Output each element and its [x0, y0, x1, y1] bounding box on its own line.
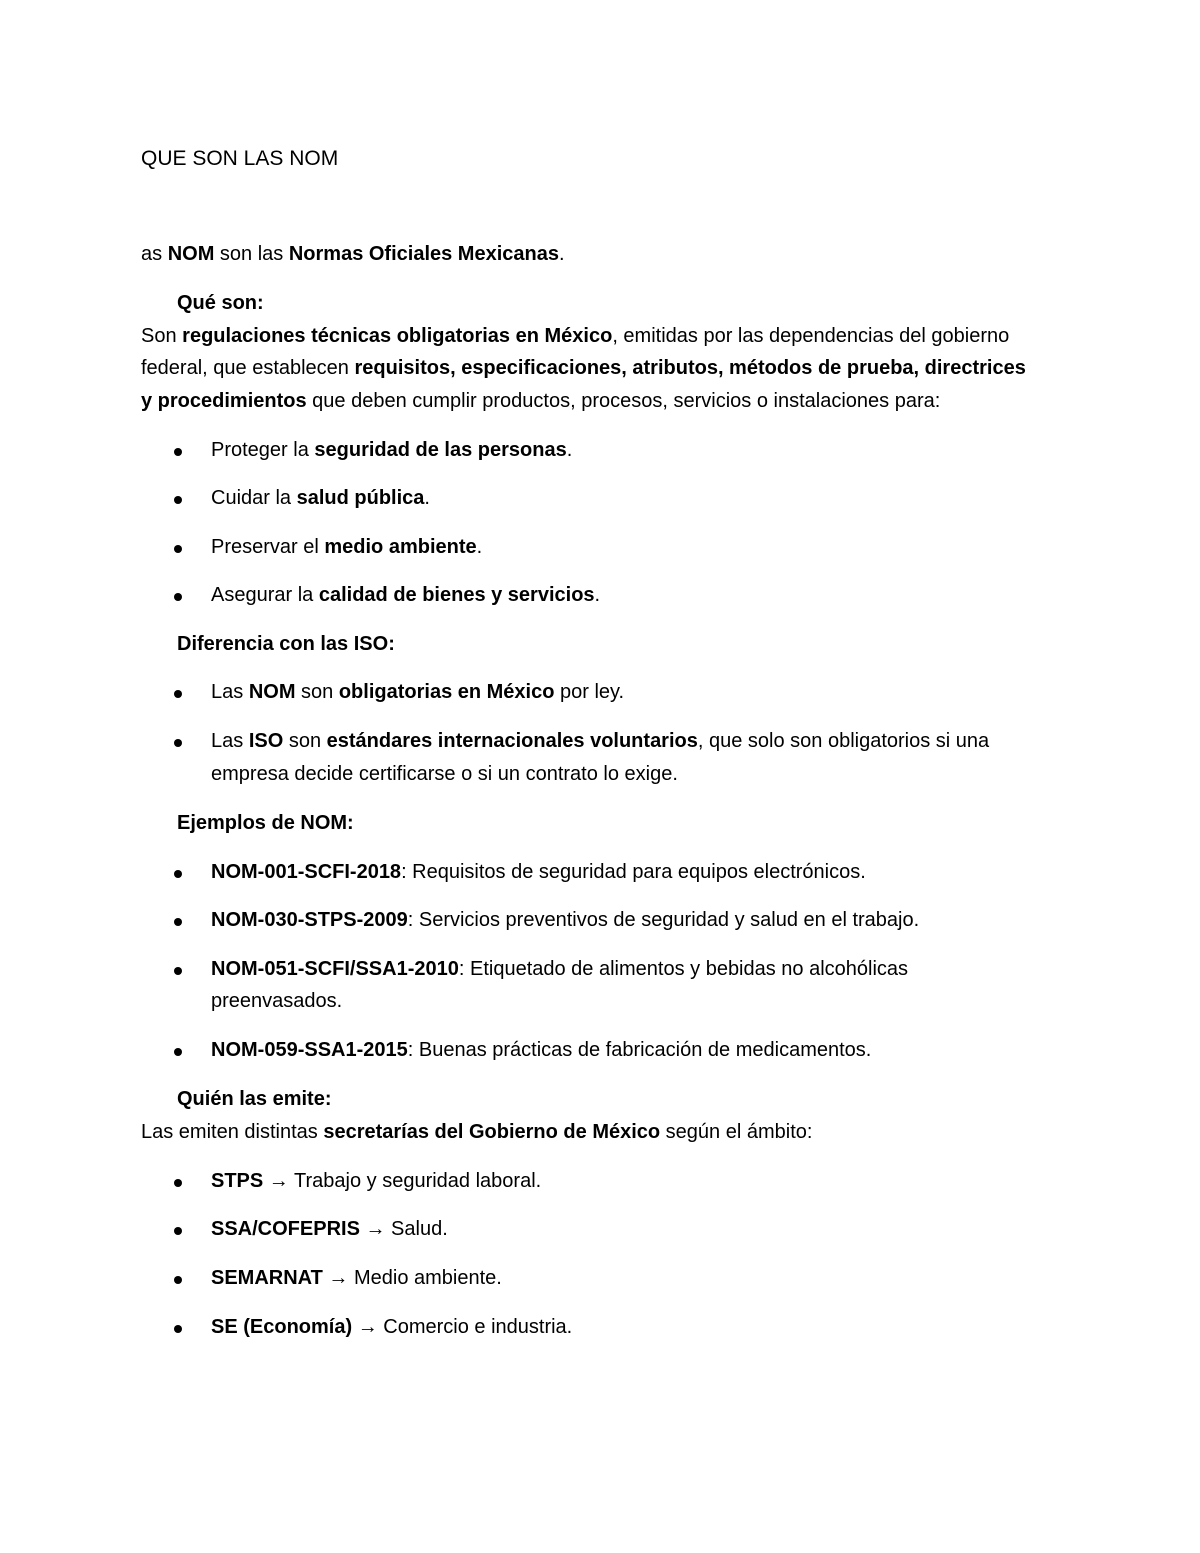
- heading-text: Diferencia con las ISO:: [177, 633, 395, 655]
- bullet-icon: [174, 967, 182, 975]
- bullet-icon: [174, 1179, 182, 1187]
- bold-text: requisitos, especificaciones, atributos, métodos de prueba, directrices: [354, 357, 1026, 379]
- bullet-icon: [174, 690, 182, 698]
- list-item: [211, 585, 600, 605]
- paragraph-line: [141, 391, 940, 411]
- nom-code: NOM-051-SCFI/SSA1-2010: [211, 958, 459, 980]
- text: que deben cumplir productos, procesos, servicios o instalaciones para:: [306, 390, 941, 412]
- heading-text: Quién las emite:: [177, 1088, 332, 1110]
- text: .: [566, 439, 573, 461]
- bold-text: medio ambiente: [324, 536, 477, 558]
- list-item: [211, 682, 624, 702]
- text: son: [283, 730, 327, 752]
- list-item: [211, 488, 430, 508]
- text: Comercio e industria.: [383, 1316, 573, 1338]
- nom-code: NOM-001-SCFI-2018: [211, 861, 402, 883]
- bold-text: NOM: [248, 681, 296, 703]
- list-item: [211, 910, 919, 930]
- list-item: [211, 1219, 448, 1239]
- org-name: SEMARNAT: [211, 1267, 323, 1289]
- text: Preservar el: [211, 536, 325, 558]
- bullet-icon: [174, 918, 182, 926]
- bullet-icon: [174, 739, 182, 747]
- bullet-icon: [174, 870, 182, 878]
- list-item: [211, 440, 572, 460]
- nom-code: NOM-030-STPS-2009: [211, 909, 408, 931]
- text: , emitidas por las dependencias del gobierno: [612, 325, 1010, 347]
- intro-paragraph: [141, 244, 565, 264]
- text: .: [594, 584, 601, 606]
- bold-text: estándares internacionales voluntarios: [326, 730, 698, 752]
- bold-text: y procedimientos: [141, 390, 307, 412]
- text: as: [141, 243, 168, 265]
- paragraph-line: [141, 1122, 812, 1142]
- paragraph-line: [141, 326, 1009, 346]
- text: Proteger la: [211, 439, 315, 461]
- list-item: [211, 537, 482, 557]
- nom-code: NOM-059-SSA1-2015: [211, 1039, 408, 1061]
- text: Trabajo y seguridad laboral.: [294, 1170, 542, 1192]
- section-heading-que-son: [177, 293, 264, 313]
- list-item: [211, 1040, 871, 1060]
- bullet-icon: [174, 496, 182, 504]
- bullet-icon: [174, 448, 182, 456]
- bold-text: calidad de bienes y servicios: [318, 584, 595, 606]
- bold-text: regulaciones técnicas obligatorias en México: [182, 325, 613, 347]
- bullet-icon: [174, 545, 182, 553]
- text: federal, que establecen: [141, 357, 355, 379]
- text: .: [424, 487, 430, 509]
- bullet-icon: [174, 1276, 182, 1284]
- heading-text: Ejemplos de NOM:: [177, 812, 354, 834]
- org-name: SSA/COFEPRIS: [211, 1218, 360, 1240]
- arrow-icon: →: [352, 1316, 384, 1338]
- page-title: QUE SON LAS NOM: [141, 147, 339, 170]
- list-item: [211, 1171, 541, 1191]
- text: Medio ambiente.: [353, 1267, 502, 1289]
- list-item-continuation: preenvasados.: [211, 990, 343, 1012]
- paragraph-line: [141, 358, 1026, 378]
- arrow-icon: →: [263, 1170, 295, 1192]
- arrow-icon: →: [322, 1267, 354, 1289]
- text: según el ámbito:: [660, 1121, 813, 1143]
- text: son las: [214, 243, 289, 265]
- text: : Servicios preventivos de seguridad y salud en el trabajo.: [407, 909, 920, 931]
- bold-text: Normas Oficiales Mexicanas: [288, 243, 559, 265]
- list-item: [211, 1317, 572, 1337]
- text: .: [476, 536, 483, 558]
- bold-text: NOM: [167, 243, 215, 265]
- text: Las: [211, 730, 249, 752]
- bold-text: ISO: [248, 730, 284, 752]
- bold-text: salud pública: [296, 487, 425, 509]
- bullet-icon: [174, 1048, 182, 1056]
- bold-text: seguridad de las personas: [314, 439, 567, 461]
- org-name: SE (Economía): [211, 1316, 353, 1338]
- list-item: [211, 959, 908, 979]
- bold-text: obligatorias en México: [338, 681, 555, 703]
- text: : Buenas prácticas de fabricación de medicamentos.: [407, 1039, 872, 1061]
- list-item: [211, 731, 989, 751]
- text: .: [558, 243, 565, 265]
- arrow-icon: →: [359, 1218, 392, 1240]
- text: : Etiquetado de alimentos y bebidas no alcohólicas: [458, 958, 909, 980]
- text: Asegurar la: [211, 584, 319, 606]
- list-item: [211, 1268, 502, 1288]
- list-item: [211, 862, 866, 882]
- text: Cuidar la: [211, 487, 297, 509]
- bullet-icon: [174, 593, 182, 601]
- section-heading-ejemplos: [177, 813, 354, 833]
- org-name: STPS: [211, 1170, 264, 1192]
- bullet-icon: [174, 1325, 182, 1333]
- heading-text: Qué son:: [177, 292, 264, 314]
- text: Las: [211, 681, 249, 703]
- list-item-continuation: empresa decide certificarse o si un contrato lo exige.: [211, 763, 678, 785]
- text: , que solo son obligatorios si una: [697, 730, 990, 752]
- bullet-icon: [174, 1227, 182, 1235]
- text: Las emiten distintas: [141, 1121, 324, 1143]
- text: por ley.: [554, 681, 625, 703]
- text: Son: [141, 325, 183, 347]
- section-heading-emite: [177, 1089, 332, 1109]
- text: : Requisitos de seguridad para equipos electrónicos.: [401, 861, 866, 883]
- bold-text: secretarías del Gobierno de México: [323, 1121, 661, 1143]
- section-heading-diferencia: [177, 634, 395, 654]
- text: Salud.: [391, 1218, 448, 1240]
- text: son: [295, 681, 339, 703]
